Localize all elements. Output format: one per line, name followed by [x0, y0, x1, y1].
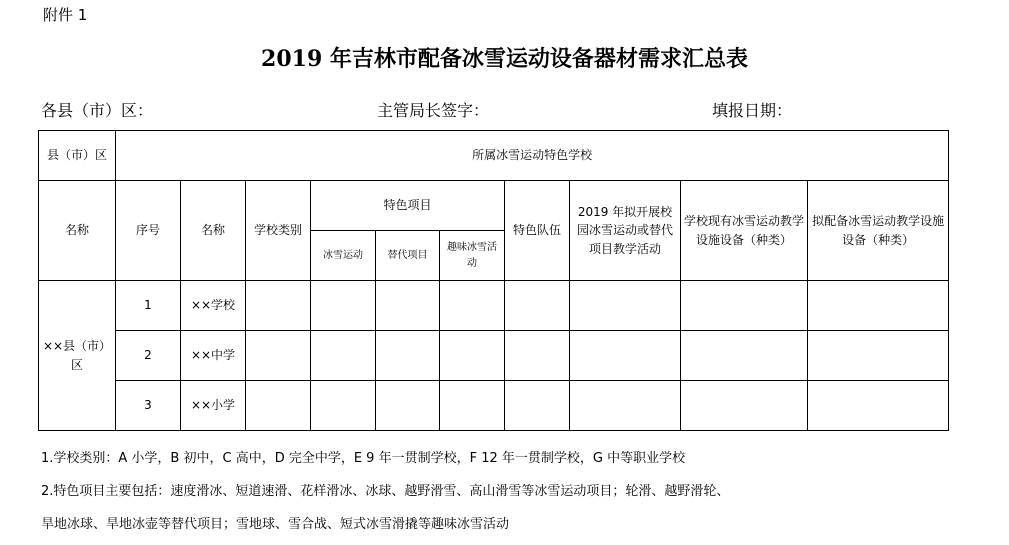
- school-type-cell[interactable]: [246, 331, 311, 381]
- school-group-header: 所属冰雪运动特色学校: [116, 131, 949, 181]
- ice-snow-cell[interactable]: [311, 331, 376, 381]
- ice-snow-cell[interactable]: [311, 281, 376, 331]
- existing-equipment-cell[interactable]: [681, 281, 808, 331]
- planned-equipment-cell[interactable]: [808, 381, 949, 431]
- planned-equipment-cell[interactable]: [808, 331, 949, 381]
- note-school-types: 1.学校类别：A 小学，B 初中，C 高中，D 完全中学，E 9 年一贯制学校，F 12 年一贯制学校，G 中等职业学校: [41, 451, 686, 466]
- county-name-header: 名称: [39, 181, 116, 281]
- fill-date-label: 填报日期：: [712, 101, 793, 120]
- feature-team-header: 特色队伍: [505, 181, 570, 281]
- school-name-header: 名称: [181, 181, 246, 281]
- existing-equipment-cell[interactable]: [681, 331, 808, 381]
- ice-snow-header: 冰雪运动: [311, 231, 376, 281]
- table-row: [39, 331, 949, 381]
- fun-ice-snow-cell[interactable]: [440, 381, 505, 431]
- page-title: 2019 年吉林市配备冰雪运动设备器材需求汇总表: [261, 46, 748, 72]
- substitute-cell[interactable]: [376, 281, 440, 331]
- school-name-cell: ××小学: [181, 381, 246, 431]
- director-signature-label: 主管局长签字：: [377, 101, 490, 120]
- attachment-label: 附件 1: [43, 6, 88, 24]
- serial-cell: 1: [116, 281, 181, 331]
- school-name-cell: ××中学: [181, 331, 246, 381]
- school-type-cell[interactable]: [246, 281, 311, 331]
- substitute-header: 替代项目: [376, 231, 440, 281]
- county-header: 县（市）区: [39, 131, 116, 181]
- notes: [41, 442, 729, 541]
- feature-projects-header: 特色项目: [311, 181, 505, 231]
- existing-equipment-header: 学校现有冰雪运动教学设施设备（种类）: [681, 181, 808, 281]
- note-feature-projects-continued: 旱地冰球、旱地冰壶等替代项目；雪地球、雪合战、短式冰雪滑撬等趣味冰雪活动: [41, 517, 510, 532]
- planned-activities-cell[interactable]: [570, 381, 681, 431]
- fun-ice-snow-cell[interactable]: [440, 331, 505, 381]
- planned-equipment-cell[interactable]: [808, 281, 949, 331]
- table-header-row-2: [39, 181, 949, 231]
- substitute-cell[interactable]: [376, 331, 440, 381]
- county-field-label: 各县（市）区：: [41, 101, 154, 120]
- planned-activities-cell[interactable]: [570, 331, 681, 381]
- table-row: [39, 281, 949, 331]
- planned-activities-cell[interactable]: [570, 281, 681, 331]
- feature-team-cell[interactable]: [505, 281, 570, 331]
- fun-ice-snow-cell[interactable]: [440, 281, 505, 331]
- county-name-cell: ××县（市）区: [39, 281, 116, 431]
- serial-header: 序号: [116, 181, 181, 281]
- fun-ice-snow-header: 趣味冰雪活动: [440, 231, 505, 281]
- requirements-table: [38, 130, 949, 431]
- table-header-row-1: [39, 131, 949, 181]
- serial-cell: 3: [116, 381, 181, 431]
- ice-snow-cell[interactable]: [311, 381, 376, 431]
- school-name-cell: ××学校: [181, 281, 246, 331]
- school-type-cell[interactable]: [246, 381, 311, 431]
- planned-equipment-header: 拟配备冰雪运动教学设施设备（种类）: [808, 181, 949, 281]
- table-row: [39, 381, 949, 431]
- school-type-header: 学校类别: [246, 181, 311, 281]
- note-feature-projects: 2.特色项目主要包括：速度滑冰、短道速滑、花样滑冰、冰球、越野滑雪、高山滑雪等冰雪运动项目；轮滑、越野滑轮、: [41, 484, 730, 499]
- planned-activities-header: 2019 年拟开展校园冰雪运动或替代项目教学活动: [570, 181, 681, 281]
- substitute-cell[interactable]: [376, 381, 440, 431]
- feature-team-cell[interactable]: [505, 331, 570, 381]
- existing-equipment-cell[interactable]: [681, 381, 808, 431]
- serial-cell: 2: [116, 331, 181, 381]
- feature-team-cell[interactable]: [505, 381, 570, 431]
